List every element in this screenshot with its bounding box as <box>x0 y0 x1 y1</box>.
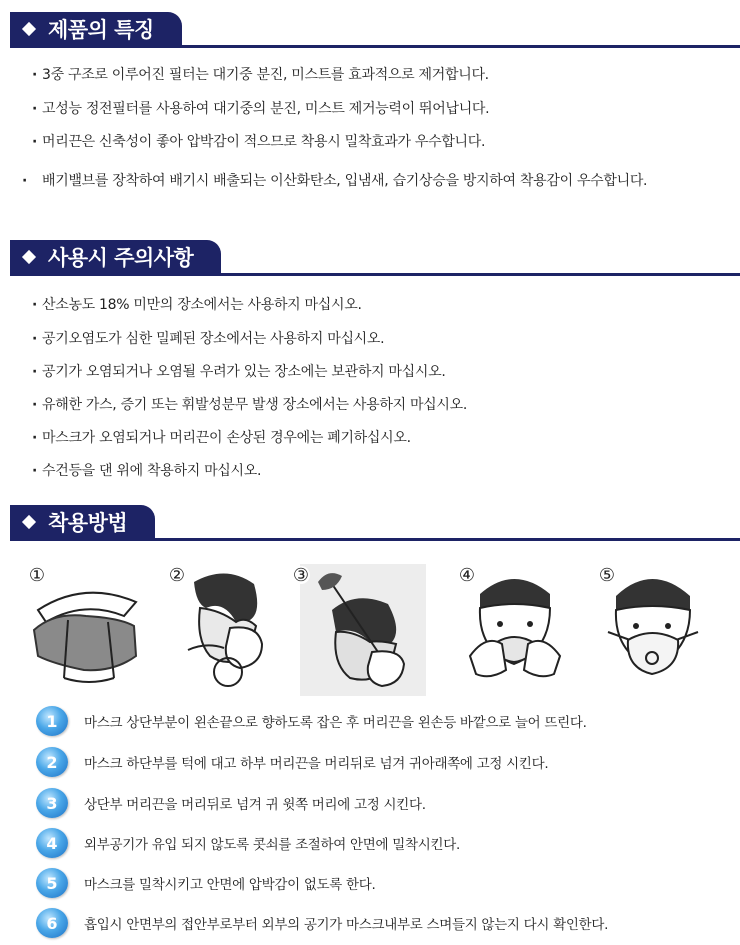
features-title: 제품의 특징 <box>48 18 154 42</box>
list-item: · 유해한 가스, 증기 또는 휘발성분무 발생 장소에서는 사용하지 마십시오. <box>32 397 467 413</box>
list-item: · 공기가 오염되거나 오염될 우려가 있는 장소에는 보관하지 마십시오. <box>32 364 446 380</box>
list-item: · 산소농도 18% 미만의 장소에서는 사용하지 마십시오. <box>32 297 362 313</box>
step-number-badge: 5 <box>36 868 68 898</box>
step-item <box>36 747 548 777</box>
step-item <box>36 868 376 898</box>
step-text: 마스크 하단부를 턱에 대고 하부 머리끈을 머리뒤로 넘겨 귀아래쪽에 고정 시킨다. <box>84 756 549 772</box>
step-number-badge: 4 <box>36 828 68 858</box>
illustration-1 <box>24 560 154 700</box>
list-item: · 머리끈은 신축성이 좋아 압박감이 적으므로 착용시 밀착효과가 우수합니다. <box>32 134 486 150</box>
illustration-number: ③ <box>292 564 310 586</box>
list-item: · 수건등을 댄 위에 착용하지 마십시오. <box>32 463 262 479</box>
illustration-number: ② <box>168 564 186 586</box>
list-item: · 마스크가 오염되거나 머리끈이 손상된 경우에는 폐기하십시오. <box>32 430 411 446</box>
illustration-3 <box>292 560 432 700</box>
step-item <box>36 828 460 858</box>
cautions-header <box>0 240 740 276</box>
header-rule <box>10 45 740 48</box>
cautions-tab <box>10 240 221 274</box>
features-tab <box>10 12 182 46</box>
illustration-number: ① <box>28 564 46 586</box>
step-item <box>36 908 608 938</box>
cautions-title: 사용시 주의사항 <box>48 246 194 270</box>
header-rule <box>10 273 740 276</box>
header-rule <box>10 538 740 541</box>
step-number-badge: 2 <box>36 747 68 777</box>
diamond-icon <box>22 250 36 264</box>
step-number-badge: 3 <box>36 788 68 818</box>
step-text: 흡입시 안면부의 접안부로부터 외부의 공기가 마스크내부로 스며들지 않는지 다시 확인한다. <box>84 917 609 933</box>
step-number-badge: 6 <box>36 908 68 938</box>
howto-header <box>0 505 740 541</box>
diamond-icon <box>22 22 36 36</box>
step-item <box>36 788 426 818</box>
howto-tab <box>10 505 155 539</box>
illustration-4 <box>450 560 580 700</box>
list-item: · 고성능 정전필터를 사용하여 대기중의 분진, 미스트 제거능력이 뛰어납니다. <box>32 101 490 117</box>
list-item: · 배기밸브를 장착하여 배기시 배출되는 이산화탄소, 입냄새, 습기상승을 방지하여 착용감이 우수합니다. <box>22 173 648 189</box>
list-item: · 공기오염도가 심한 밀폐된 장소에서는 사용하지 마십시오. <box>32 331 385 347</box>
step-item <box>36 706 587 736</box>
illustration-number: ⑤ <box>598 564 616 586</box>
step-number-badge: 1 <box>36 706 68 736</box>
illustration-5 <box>594 560 714 700</box>
step-text: 상단부 머리끈을 머리뒤로 넘겨 귀 윗쪽 머리에 고정 시킨다. <box>84 797 426 813</box>
illustration-2 <box>166 560 276 700</box>
illustration-number: ④ <box>458 564 476 586</box>
features-header <box>0 12 740 48</box>
step-text: 마스크 상단부분이 왼손끝으로 향하도록 잡은 후 머리끈을 왼손등 바깥으로 늘어 뜨린다. <box>84 715 587 731</box>
step-text: 마스크를 밀착시키고 안면에 압박감이 없도록 한다. <box>84 877 376 893</box>
step-text: 외부공기가 유입 되지 않도록 콧쇠를 조절하여 안면에 밀착시킨다. <box>84 837 460 853</box>
howto-title: 착용방법 <box>48 511 128 535</box>
list-item: · 3중 구조로 이루어진 필터는 대기중 분진, 미스트를 효과적으로 제거합니다. <box>32 67 489 83</box>
diamond-icon <box>22 515 36 529</box>
face-mask-strap-icon <box>292 560 432 700</box>
